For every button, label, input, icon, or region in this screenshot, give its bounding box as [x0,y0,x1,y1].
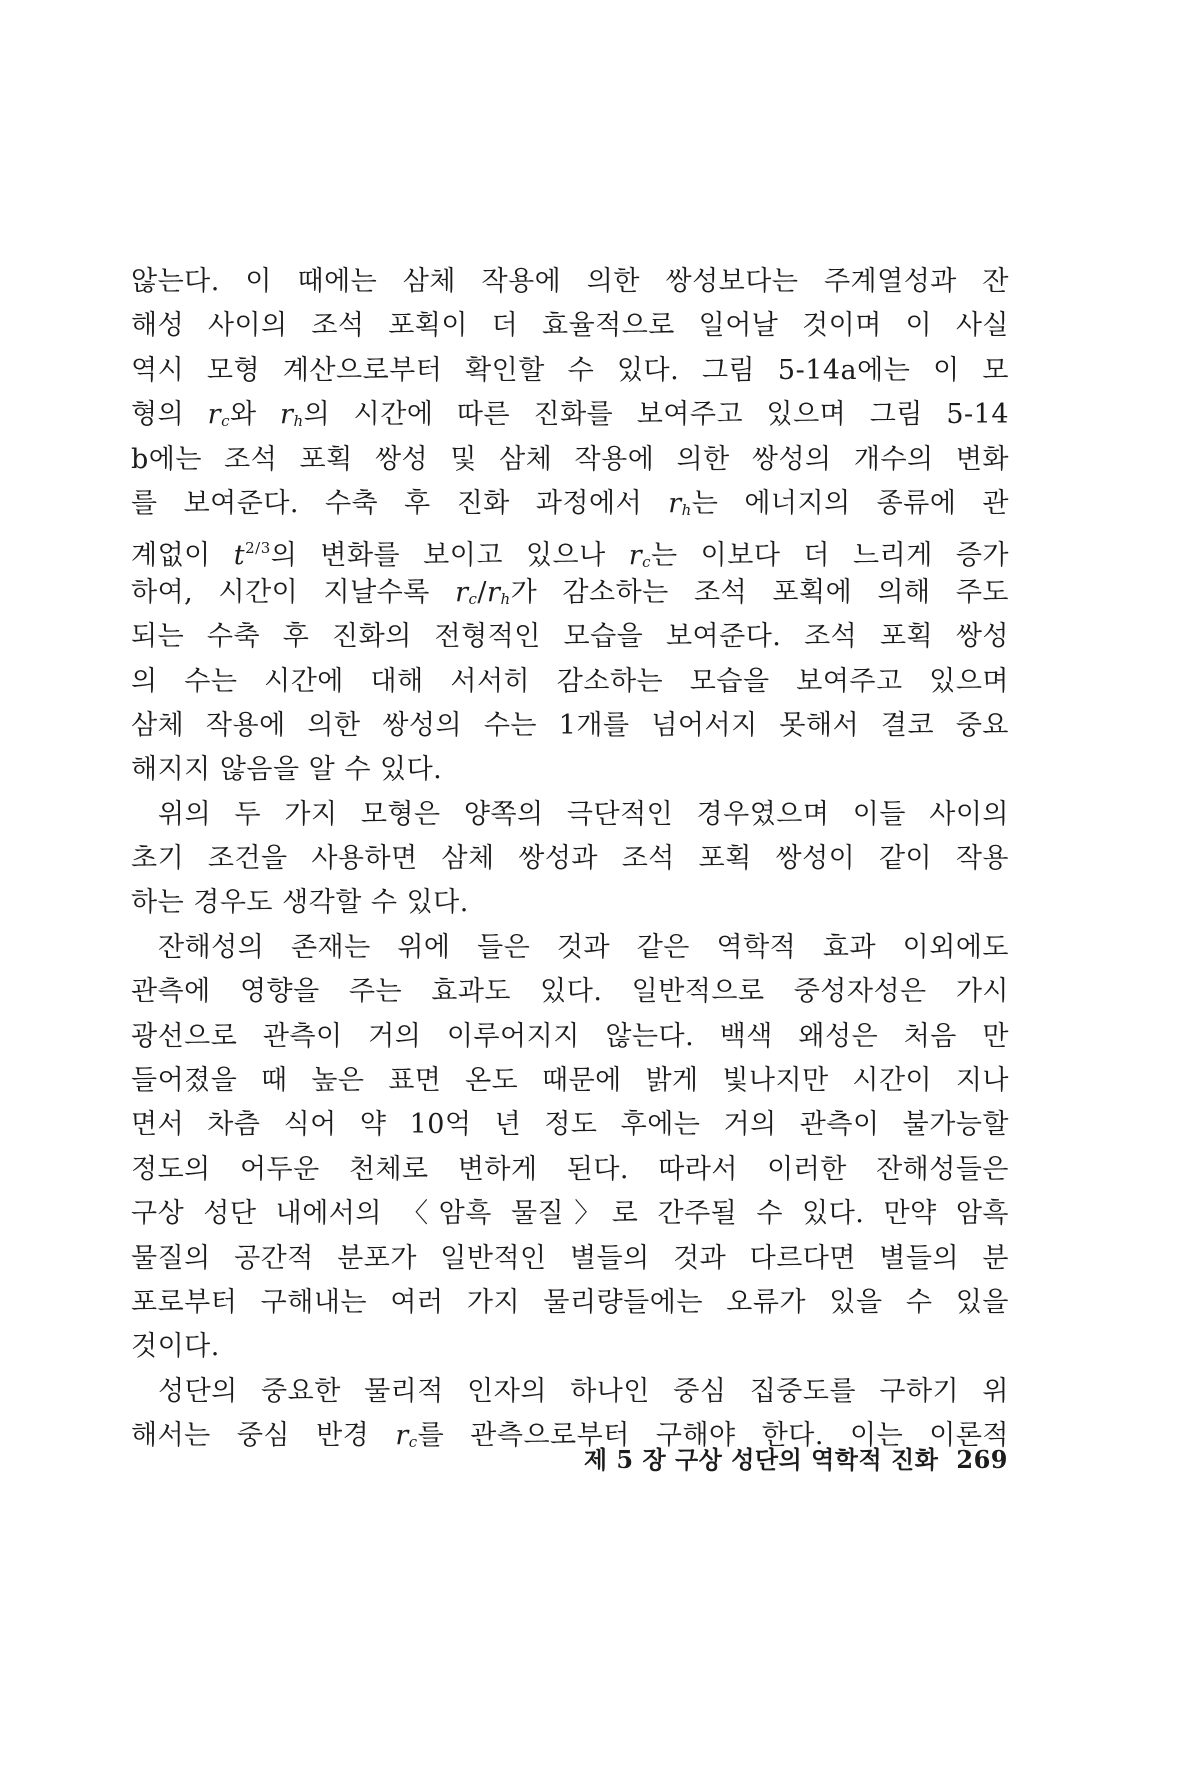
text-line: 포로부터 구해내는 여러 가지 물리량들에는 오류가 있을 수 있을 [131,1286,1009,1318]
text-line: 정도의 어두운 천체로 변하게 된다. 따라서 이러한 잔해성들은 [131,1153,1009,1185]
text-line: 구상 성단 내에서의 〈암흑 물질〉로 간주될 수 있다. 만약 암흑 [131,1198,1009,1230]
text-line: 잔해성의 존재는 위에 들은 것과 같은 역학적 효과 이외에도 [158,931,1009,963]
text-line: 의 수는 시간에 대해 서서히 감소하는 모습을 보여주고 있으며 [131,665,1009,697]
text-line: 하여, 시간이 지날수록 $r_c/r_h$가 감소하는 조석 포획에 의해 주도 [131,576,1009,608]
text-line: 해성 사이의 조석 포획이 더 효율적으로 일어날 것이며 이 사실 [131,310,1009,342]
variable-t: t [233,540,246,572]
text-line: 위의 두 가지 모형은 양쪽의 극단적인 경우였으며 이들 사이의 [158,798,1009,830]
text-line: 초기 조건을 사용하면 삼체 쌍성과 조석 포획 쌍성이 같이 작용 [131,843,1009,875]
subscript: c [408,1433,418,1452]
chapter-title: 제 5 장 구상 성단의 역학적 진화 [583,1445,939,1474]
text-line: 면서 차츰 식어 약 10억 년 정도 후에는 거의 관측이 불가능할 [131,1109,1009,1141]
text-line: 해지지 않음을 알 수 있다. [131,754,443,786]
text-line: 해서는 중심 반경 $r_c$를 관측으로부터 구해야 한다. 이는 이론적 [131,1420,1009,1452]
superscript: 2/3 [245,539,271,558]
variable-r: r [487,576,501,608]
text-line: 형의 $r_c$와 $r_h$의 시간에 따른 진화를 보여주고 있으며 그림 5-14 [131,399,1009,431]
variable-r: r [280,399,294,431]
body-text [131,260,1009,1459]
text-line: 역시 모형 계산으로부터 확인할 수 있다. 그림 5-14a에는 이 모 [131,354,1009,386]
subscript: c [642,553,652,572]
text-line: b에는 조석 포획 쌍성 및 삼체 작용에 의한 쌍성의 개수의 변화 [131,443,1009,475]
text-line: 들어졌을 때 높은 표면 온도 때문에 밝게 빛나지만 시간이 지나 [131,1065,1009,1097]
subscript: c [221,412,230,431]
page-footer [584,1440,1008,1475]
page-number: 269 [956,1445,1008,1474]
subscript: h [500,589,511,608]
variable-r: r [455,576,469,608]
text-line: 하는 경우도 생각할 수 있다. [131,887,469,919]
text-line: 물질의 공간적 분포가 일반적인 별들의 것과 다르다면 별들의 분 [131,1242,1009,1274]
variable-r: r [628,540,643,572]
text-line: 않는다. 이 때에는 삼체 작용에 의한 쌍성보다는 주계열성과 잔 [131,266,1009,297]
text-line: 되는 수축 후 진화의 전형적인 모습을 보여준다. 조석 포획 쌍성 [131,621,1009,653]
variable-r: r [395,1420,409,1452]
text-line: 것이다. [131,1331,220,1363]
subscript: h [293,412,304,431]
text-line: 삼체 작용에 의한 쌍성의 수는 1개를 넘어서지 못해서 결코 중요 [131,709,1009,741]
text-line: 계없이 $t^{2/3}$의 변화를 보이고 있으나 $r_c$는 이보다 더 느리게 증가 [131,539,1009,572]
text-line: 관측에 영향을 주는 효과도 있다. 일반적으로 중성자성은 가시 [131,976,1009,1008]
variable-r: r [668,487,682,519]
text-line: 광선으로 관측이 거의 이루어지지 않는다. 백색 왜성은 처음 만 [131,1020,1009,1052]
subscript: c [468,589,478,608]
text-line: 성단의 중요한 물리적 인자의 하나인 중심 집중도를 구하기 위 [158,1375,1009,1407]
subscript: h [681,500,692,519]
text-line: 를 보여준다. 수축 후 진화 과정에서 $r_h$는 에너지의 종류에 관 [131,487,1009,519]
variable-r: r [207,399,222,431]
